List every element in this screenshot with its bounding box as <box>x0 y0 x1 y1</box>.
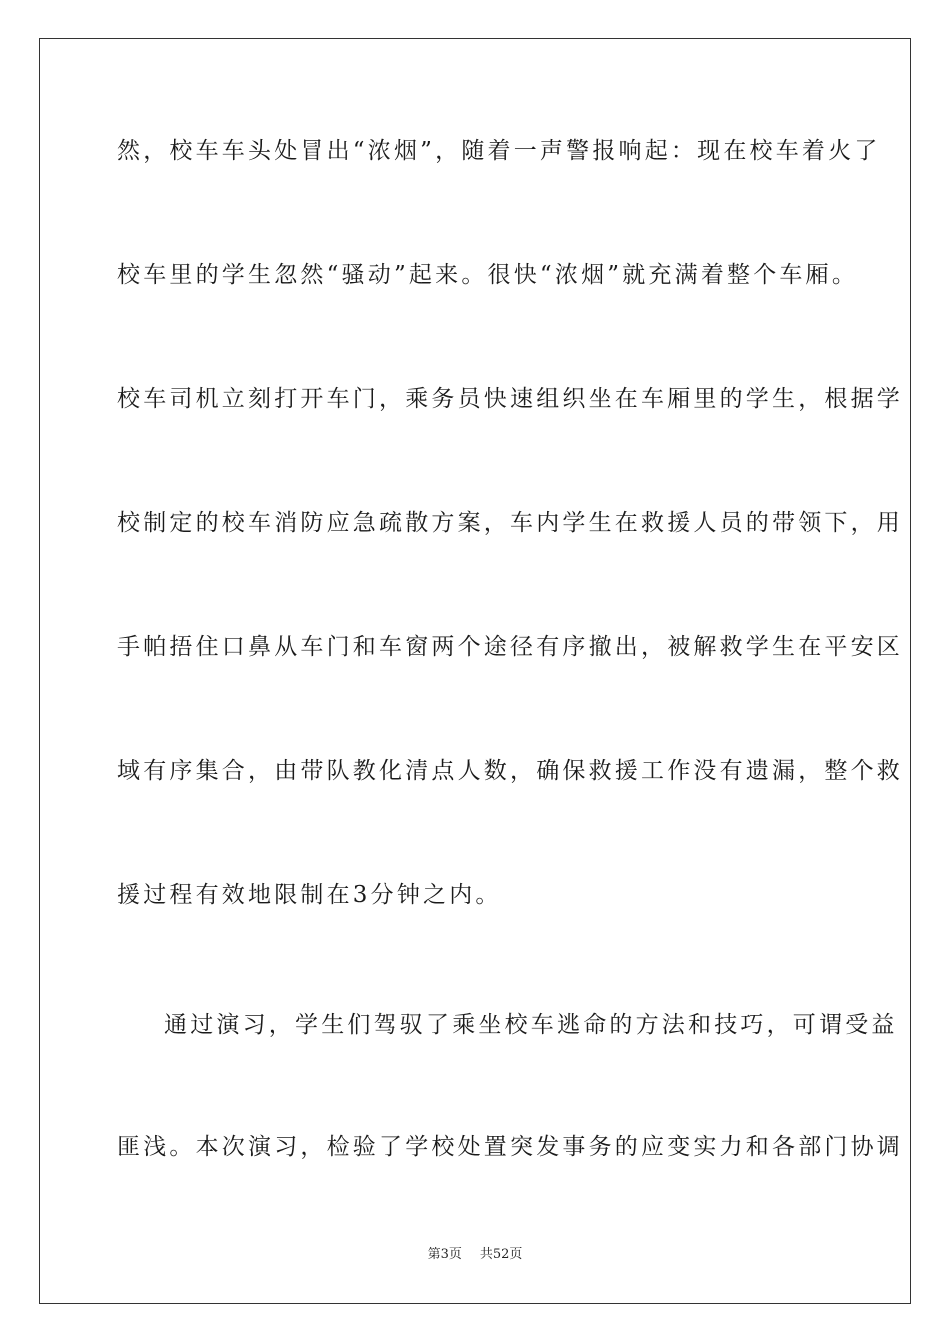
body-line-2: 校车里的学生忽然“骚动”起来。很快“浓烟”就充满着整个车厢。 <box>117 262 859 288</box>
page-footer <box>0 1246 950 1264</box>
page-number: 第3页 <box>427 1247 462 1262</box>
body-line-1: 然，校车车头处冒出“浓烟”，随着一声警报响起：现在校车着火了 <box>117 138 881 164</box>
body-line-3: 校车司机立刻打开车门，乘务员快速组织坐在车厢里的学生，根据学 <box>117 386 903 412</box>
page-total: 共52页 <box>479 1247 523 1262</box>
body-line-7: 援过程有效地限制在3分钟之内。 <box>117 882 502 908</box>
body-line-8-paragraph-start: 通过演习，学生们驾驭了乘坐校车逃命的方法和技巧，可谓受益 <box>164 1012 898 1038</box>
body-line-6: 域有序集合，由带队教化清点人数，确保救援工作没有遗漏，整个救 <box>117 758 903 784</box>
page-border <box>39 38 911 1304</box>
body-line-4: 校制定的校车消防应急疏散方案，车内学生在救援人员的带领下，用 <box>117 510 903 536</box>
body-line-9: 匪浅。本次演习，检验了学校处置突发事务的应变实力和各部门协调 <box>117 1134 903 1160</box>
body-line-5: 手帕捂住口鼻从车门和车窗两个途径有序撤出，被解救学生在平安区 <box>117 634 903 660</box>
